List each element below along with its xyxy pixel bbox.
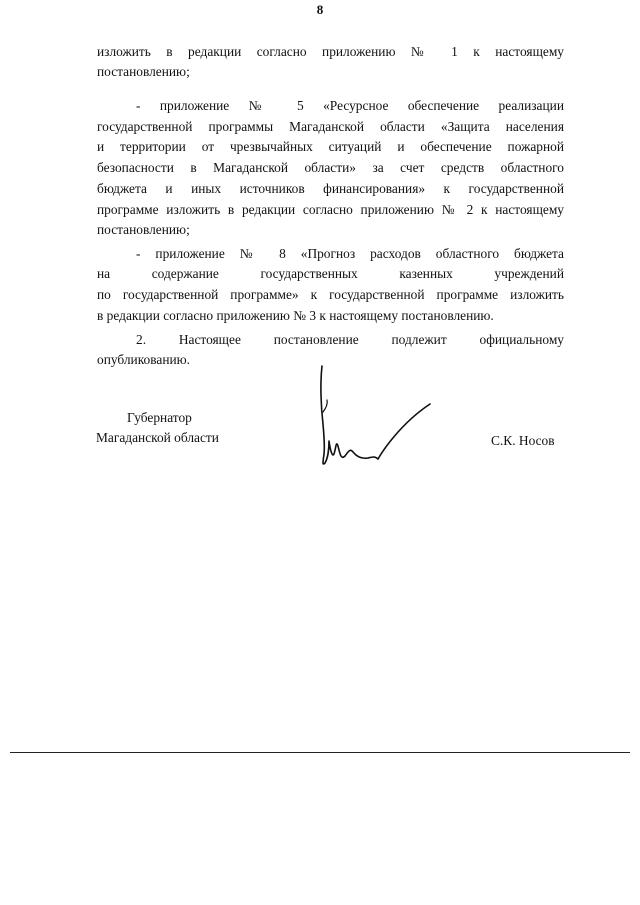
body-line: и территории от чрезвычайных ситуаций и обеспечение пожарной [97,139,564,154]
bottom-rule [10,752,630,753]
signatory-name: С.К. Носов [491,433,555,448]
signatory-position-line2: Магаданской области [96,430,219,445]
body-line: постановлению; [97,222,190,237]
body-line: - приложение № 5 «Ресурсное обеспечение реализации [136,98,564,113]
body-line: государственной программы Магаданской области «Защита населения [97,119,564,134]
body-line: по государственной программе» к государственной программе изложить [97,287,564,302]
body-line: постановлению; [97,64,190,79]
body-line: в редакции согласно приложению № 3 к настоящему постановлению. [97,308,494,323]
body-line: - приложение № 8 «Прогноз расходов областного бюджета [136,246,564,261]
page-number: 8 [316,2,324,17]
body-line: безопасности в Магаданской области» за счет средств областного [97,160,564,175]
body-line: 2. Настоящее постановление подлежит официальному [136,332,564,347]
body-line: на содержание государственных казенных учреждений [97,266,564,281]
body-line: опубликованию. [97,352,191,367]
body-line: изложить в редакции согласно приложению № 1 к настоящему [97,44,564,59]
body-line: программе изложить в редакции согласно приложению № 2 к настоящему [97,202,564,217]
body-line: бюджета и иных источников финансирования» к государственной [97,181,564,196]
handwritten-signature [312,362,442,474]
signatory-position-line1: Губернатор [127,410,192,425]
